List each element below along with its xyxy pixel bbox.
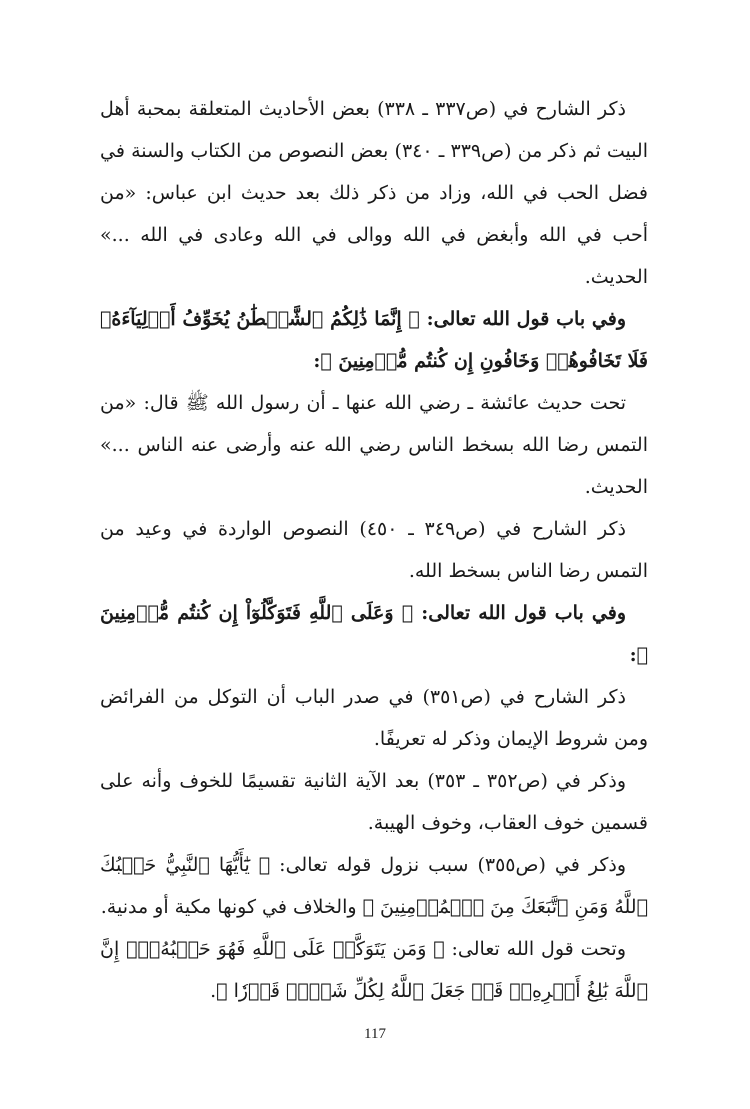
paragraph-sharih-351: ذكر الشارح في (ص٣٥١) في صدر الباب أن التوكل من الفرائض ومن شروط الإيمان وذكر له تعريفًا.: [100, 686, 648, 750]
paragraph-hadith-aisha: تحت حديث عائشة ـ رضي الله عنها ـ أن رسول الله ﷺ قال: «من التمس رضا الله بسخط الناس رضي الله عنه وأرضى عنه الناس ...» الحديث.: [100, 392, 648, 498]
paragraph-bab-tawakkul: وفي باب قول الله تعالى: ﴿ وَعَلَى ٱللَّهِ فَتَوَكَّلُوٓاْ إِن كُنتُم مُّؤۡمِنِينَ ﴾:: [100, 602, 648, 666]
paragraph-sharih-355: وذكر في (ص٣٥٥) سبب نزول قوله تعالى: ﴿ يَٰٓأَيُّهَا ٱلنَّبِيُّ حَسۡبُكَ ٱللَّهُ وَمَنِ ٱتَّبَعَكَ مِنَ ٱلۡمُؤۡمِنِينَ ﴾ والخلاف في كونها مكية أو مدنية.: [100, 854, 648, 918]
page-body: [100, 88, 648, 1012]
paragraph-sharih-337: ذكر الشارح في (ص٣٣٧ ـ ٣٣٨) بعض الأحاديث المتعلقة بمحبة أهل البيت ثم ذكر من (ص٣٣٩ ـ ٣٤٠) بعض النصوص من الكتاب والسنة في فضل الحب في الله، وزاد من ذكر ذلك بعد حديث ابن عباس: «من أحب في الله وأبغض في الله ووالى في الله وعادى في الله ...» الحديث.: [100, 98, 649, 288]
paragraph-bab-shaytan: وفي باب قول الله تعالى: ﴿ إِنَّمَا ذَٰلِكُمُ ٱلشَّيۡطَٰنُ يُخَوِّفُ أَوۡلِيَآءَهُۥ فَلَا تَخَافُوهُمۡ وَخَافُونِ إِن كُنتُم مُّؤۡمِنِينَ ﴾:: [100, 308, 648, 372]
paragraph-sharih-349: ذكر الشارح في (ص٣٤٩ ـ ٤٥٠) النصوص الواردة في وعيد من التمس رضا الناس بسخط الله.: [100, 518, 648, 582]
page-number: 117: [364, 1026, 386, 1042]
paragraph-tahta-qawl: وتحت قول الله تعالى: ﴿ وَمَن يَتَوَكَّلۡ عَلَى ٱللَّهِ فَهُوَ حَسۡبُهُۥٓۚ إِنَّ ٱللَّهَ بَٰلِغُ أَمۡرِهِۦۚ قَدۡ جَعَلَ ٱللَّهُ لِكُلِّ شَيۡءٖ قَدۡرٗا ﴾.: [100, 938, 648, 1002]
paragraph-sharih-352: وذكر في (ص٣٥٢ ـ ٣٥٣) بعد الآية الثانية تقسيمًا للخوف وأنه على قسمين خوف العقاب، وخوف الهيبة.: [100, 770, 648, 834]
